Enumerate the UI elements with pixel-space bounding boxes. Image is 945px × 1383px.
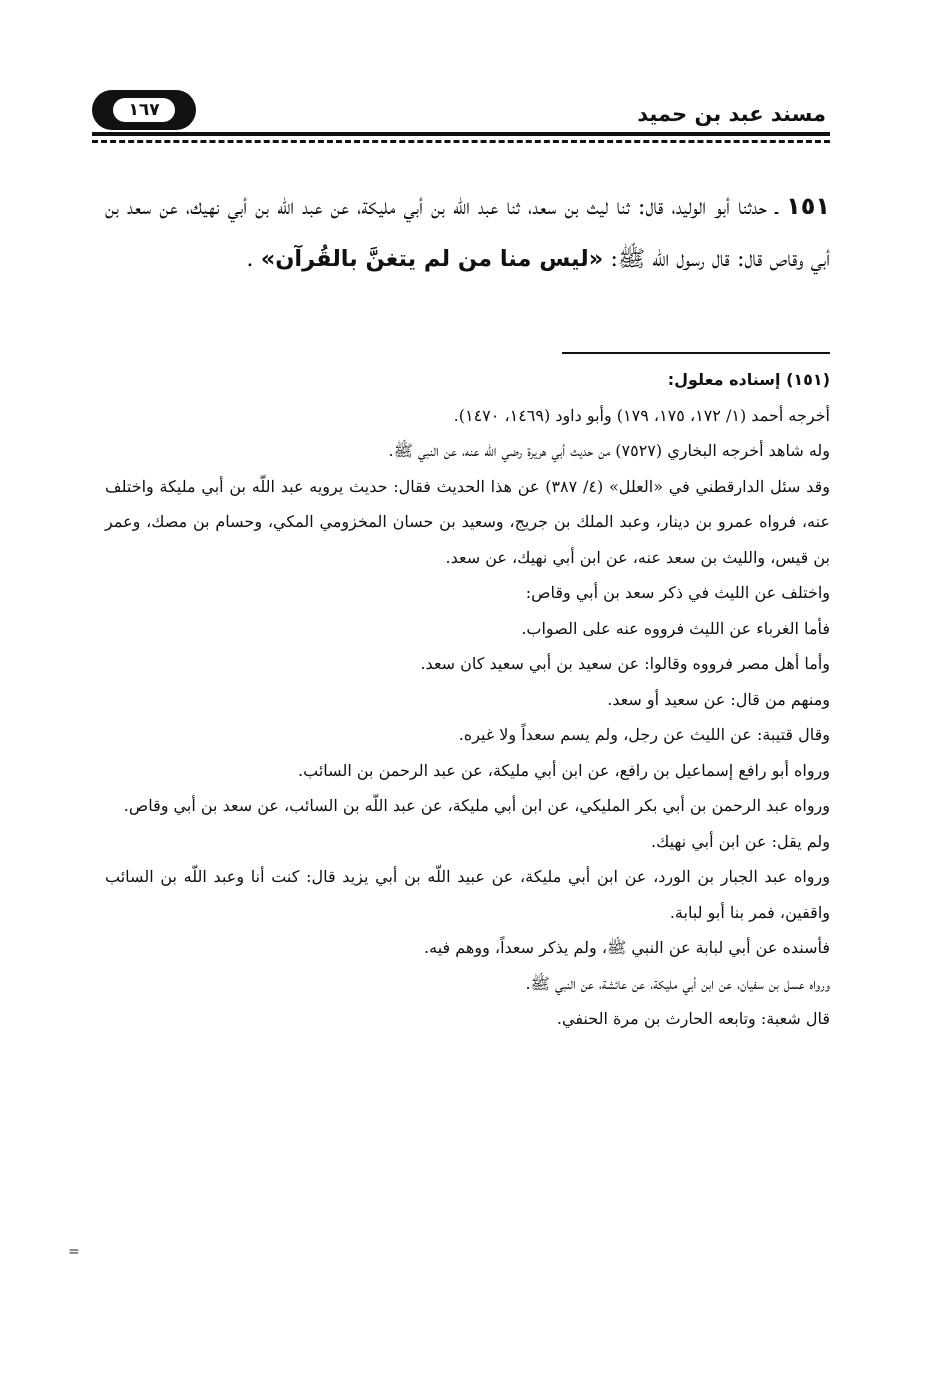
page-header: [92, 80, 830, 150]
margin-mark: =: [68, 1244, 80, 1260]
page-number: ١٦٧: [113, 98, 175, 122]
footnote-paragraph: ومنهم من قال: عن سعيد أو سعد.: [607, 689, 830, 709]
footnotes: [105, 362, 830, 1037]
footnote-paragraph: واختلف عن الليث في ذكر سعد بن أبي وقاص:: [525, 583, 830, 602]
footnote-paragraph: وقد سئل الدارقطني في «العلل» (٤/ ٣٨٧) عن هذا الحديث فقال: حديث يرويه عبد اللّه بن أبي مليكة واختلف عنه، فرواه عمرو بن دينار، وعبد الملك بن جريج، وسعيد بن حسان المخزومي المكي، وحسام بن مصك، وعمر بن قيس، والليث بن سعد عنه، عن ابن أبي نهيك، عن سعد.: [105, 476, 830, 567]
header-rule: [92, 132, 830, 136]
footnote-paragraph: ورواه عسل بن سفيان، عن ابن أبي مليكة، عن عائشة، عن النبي ﷺ.: [525, 973, 830, 993]
hadith-quote: «ليس منا من لم يتغنَّ بالقُرآن»: [260, 246, 604, 272]
footnote-paragraph: ولم يقل: عن ابن أبي نهيك.: [651, 831, 830, 851]
book-title: مسند عبد بن حميد: [637, 102, 826, 126]
footnote-paragraph: ورواه أبو رافع إسماعيل بن رافع، عن ابن أبي مليكة، عن عبد الرحمن بن السائب.: [298, 760, 830, 780]
hadith-chain: ـ حدثنا أبو الوليد، قال: ثنا ليث بن سعد، ثنا عبد اللّه بن أبي مليكة، عن عبد اللّه بن أبي نهيك، عن سعد بن أبي وقاص قال: قال رسول اللّه ﷺ:: [105, 194, 830, 272]
hadith-number: ١٥١: [786, 192, 831, 220]
footnote-paragraph: ورواه عبد الرحمن بن أبي بكر المليكي، عن ابن أبي مليكة، عن عبد اللّه بن السائب، عن سعد بن أبي وقاص.: [123, 796, 830, 815]
footnote-paragraph: وقال قتيبة: عن الليث عن رجل، ولم يسم سعداً ولا غيره.: [458, 725, 830, 744]
footnote-paragraph: ورواه عبد الجبار بن الورد، عن ابن أبي مليكة، عن عبيد اللّه بن أبي يزيد قال: كنت أنا وعبد اللّه بن السائب واقفين، فمر بنا أبو لبابة.: [105, 867, 830, 922]
footnote-paragraph: فأسنده عن أبي لبابة عن النبي ﷺ، ولم يذكر سعداً، ووهم فيه.: [424, 938, 830, 957]
footnote-paragraph: أخرجه أحمد (١/ ١٧٢، ١٧٥، ١٧٩) وأبو داود (١٤٦٩، ١٤٧٠).: [453, 405, 830, 425]
footnote-paragraph: وأما أهل مصر فرووه وقالوا: عن سعيد بن أبي سعيد كان سعد.: [420, 654, 830, 673]
footnote-separator: [562, 352, 830, 354]
header-dashed-rule: [92, 140, 830, 143]
page-number-badge: [92, 90, 196, 130]
hadith-text: [105, 180, 830, 285]
footnote-heading: (١٥١) إسناده معلول:: [667, 370, 830, 389]
footnote-paragraph: وله شاهد أخرجه البخاري (٧٥٢٧) من حديث أبي هريرة رضي اللّه عنه، عن النبي ﷺ.: [388, 441, 830, 460]
footnote-paragraph: قال شعبة: وتابعه الحارث بن مرة الحنفي.: [556, 1009, 830, 1028]
hadith-end: .: [246, 246, 254, 272]
footnote-paragraph: فأما الغرباء عن الليث فرووه عنه على الصواب.: [521, 618, 830, 638]
